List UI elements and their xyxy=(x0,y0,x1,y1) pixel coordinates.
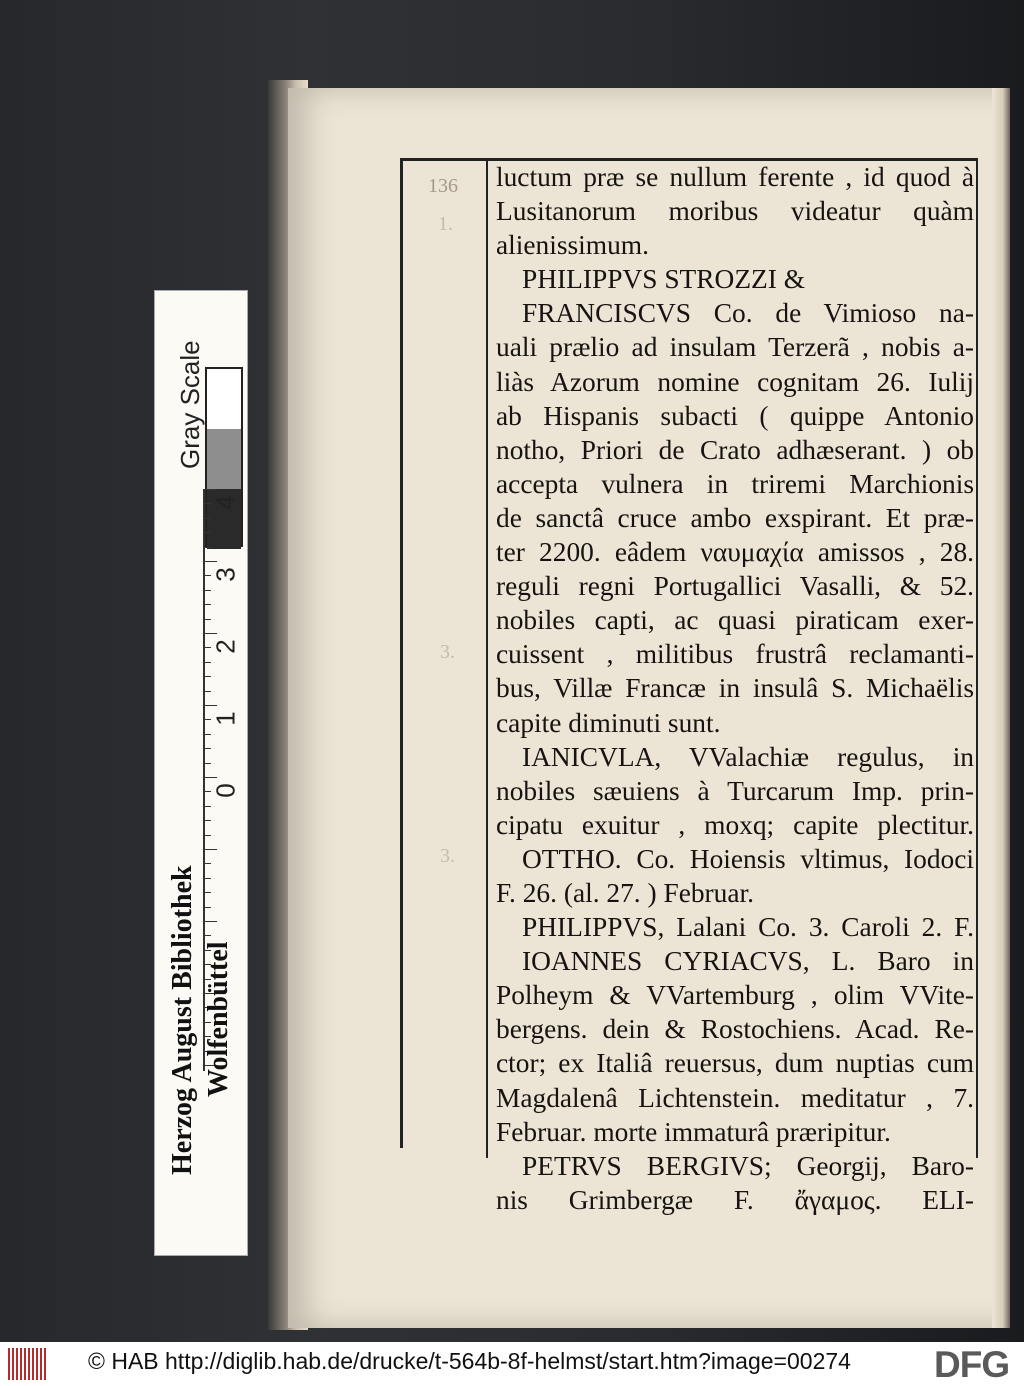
text-line: ter 2200. eâdem ναυμαχία amissos , 28. xyxy=(496,537,974,568)
ruler-tick xyxy=(203,777,217,778)
ruler-tick xyxy=(203,590,211,591)
ruler-tick xyxy=(203,849,217,850)
text-line: nobiles capti, ac quasi piraticam exer- xyxy=(496,605,974,636)
dfg-logo: DFG xyxy=(934,1344,1010,1385)
bleed-mark-2: 3. xyxy=(440,641,455,663)
text-line: reguli regni Portugallici Vasalli, & 52. xyxy=(496,571,974,602)
ruler-tick xyxy=(203,691,211,692)
text-line: uali prælio ad insulam Terzerã , nobis a- xyxy=(496,332,974,363)
ruler-tick xyxy=(203,921,217,922)
text-line: IOANNES CYRIACVS, L. Baro in xyxy=(522,946,974,977)
book-page xyxy=(288,88,1010,1328)
bleed-page-number: 136 xyxy=(428,175,458,197)
ruler-tick xyxy=(203,561,217,562)
text-line: capite diminuti sunt. xyxy=(496,707,721,738)
ruler-tick xyxy=(203,633,217,634)
ruler-tick xyxy=(203,835,211,836)
text-line: PHILIPPVS STROZZI & xyxy=(522,264,806,295)
text-line: accepta vulnera in triremi Marchionis xyxy=(496,468,974,499)
gray-swatch-mid xyxy=(207,429,241,489)
text-line: PHILIPPVS, Lalani Co. 3. Caroli 2. F. xyxy=(522,912,974,943)
text-line: FRANCISCVS Co. de Vimioso na- xyxy=(522,298,974,329)
text-line: alienissimum. xyxy=(496,230,649,261)
viewer-footer xyxy=(0,1342,1024,1386)
ruler-tick xyxy=(203,604,211,605)
text-line: notho, Priori de Crato adhæserant. ) ob xyxy=(496,434,974,465)
text-line: F. 26. (al. 27. ) Februar. xyxy=(496,877,754,908)
text-line: nobiles sæuiens à Turcarum Imp. prin- xyxy=(496,775,974,806)
frame-margin-rule xyxy=(486,158,488,1158)
text-line: cipatu exuitur , moxq; capite plectitur. xyxy=(496,809,974,840)
ruler-tick xyxy=(203,647,211,648)
ruler-tick xyxy=(203,820,211,821)
ruler-tick xyxy=(203,518,211,519)
ruler-number: 1 xyxy=(210,711,241,726)
text-line: liàs Azorum nomine cognitam 26. Iulij xyxy=(496,366,974,397)
ruler-tick xyxy=(203,892,211,893)
text-line: bus, Villæ Francæ in insulâ S. Michaëlis xyxy=(496,673,974,704)
ruler-tick xyxy=(203,907,211,908)
text-line: Lusitanorum moribus videatur quàm xyxy=(496,196,974,227)
ruler-number: 3 xyxy=(210,567,241,582)
hab-barcode-icon xyxy=(8,1348,48,1380)
text-line: nis Grimbergæ F. ἄγαμος. ELI- xyxy=(496,1184,974,1215)
ruler-tick xyxy=(203,935,211,936)
text-line: ctor; ex Italiâ reuersus, dum nuptias cum xyxy=(496,1048,974,1079)
frame-left-rule xyxy=(400,158,403,1148)
library-name: Herzog August Bibliothek xyxy=(167,865,198,1175)
ruler-tick xyxy=(203,619,211,620)
ruler-tick xyxy=(203,878,211,879)
ruler-tick xyxy=(203,662,211,663)
text-line: Magdalenâ Lichtenstein. meditatur , 7. xyxy=(496,1082,974,1113)
ruler-tick xyxy=(203,489,217,490)
ruler-number: 2 xyxy=(210,639,241,654)
text-line: IANICVLA, VValachiæ regulus, in xyxy=(522,741,974,772)
copyright-link[interactable]: © HAB http://diglib.hab.de/drucke/t-564b-8f-helmst/start.htm?image=00274 xyxy=(88,1348,851,1374)
text-line: luctum præ se nullum ferente , id quod à xyxy=(496,162,974,192)
text-line: bergens. dein & Rostochiens. Acad. Re- xyxy=(496,1014,974,1045)
previous-page-bleed xyxy=(400,166,482,1126)
ruler-tick xyxy=(203,748,211,749)
bleed-mark-3: 3. xyxy=(440,845,455,867)
ruler-tick xyxy=(203,719,211,720)
text-line: PETRVS BERGIVS; Georgij, Baro- xyxy=(522,1150,974,1181)
ruler-tick xyxy=(203,547,211,548)
text-line: cuissent , militibus frustrâ reclamanti- xyxy=(496,639,974,670)
ruler-tick xyxy=(203,532,211,533)
text-line: ab Hispanis subacti ( quippe Antonio xyxy=(496,400,974,431)
page-text xyxy=(496,160,974,1217)
library-city: Wolfenbüttel xyxy=(203,941,234,1097)
ruler-tick xyxy=(203,791,211,792)
text-line: Februar. morte immaturâ præripitur. xyxy=(496,1116,891,1147)
ruler-tick xyxy=(203,863,211,864)
ruler-tick xyxy=(203,734,211,735)
ruler-tick xyxy=(203,676,211,677)
ruler-tick xyxy=(203,763,211,764)
ruler-number: 4 xyxy=(210,495,241,510)
frame-right-rule xyxy=(976,158,978,1158)
gray-swatch-white xyxy=(207,369,241,429)
text-line: Polheym & VVartemburg , olim VVite- xyxy=(496,980,974,1011)
ruler-number: 0 xyxy=(210,783,241,798)
ruler-tick xyxy=(203,503,211,504)
ruler-tick xyxy=(203,705,217,706)
text-line: OTTHO. Co. Hoiensis vltimus, Iodoci xyxy=(522,843,974,874)
gray-scale-label: Gray Scale xyxy=(175,340,205,469)
page-right-edge xyxy=(992,88,1010,1328)
gray-scale-swatches xyxy=(205,367,243,547)
bleed-mark-1: 1. xyxy=(438,213,453,235)
scale-ruler xyxy=(154,290,248,1256)
text-line: de sanctâ cruce ambo exspirant. Et præ- xyxy=(496,502,974,533)
ruler-tick xyxy=(203,575,211,576)
ruler-tick xyxy=(203,806,211,807)
